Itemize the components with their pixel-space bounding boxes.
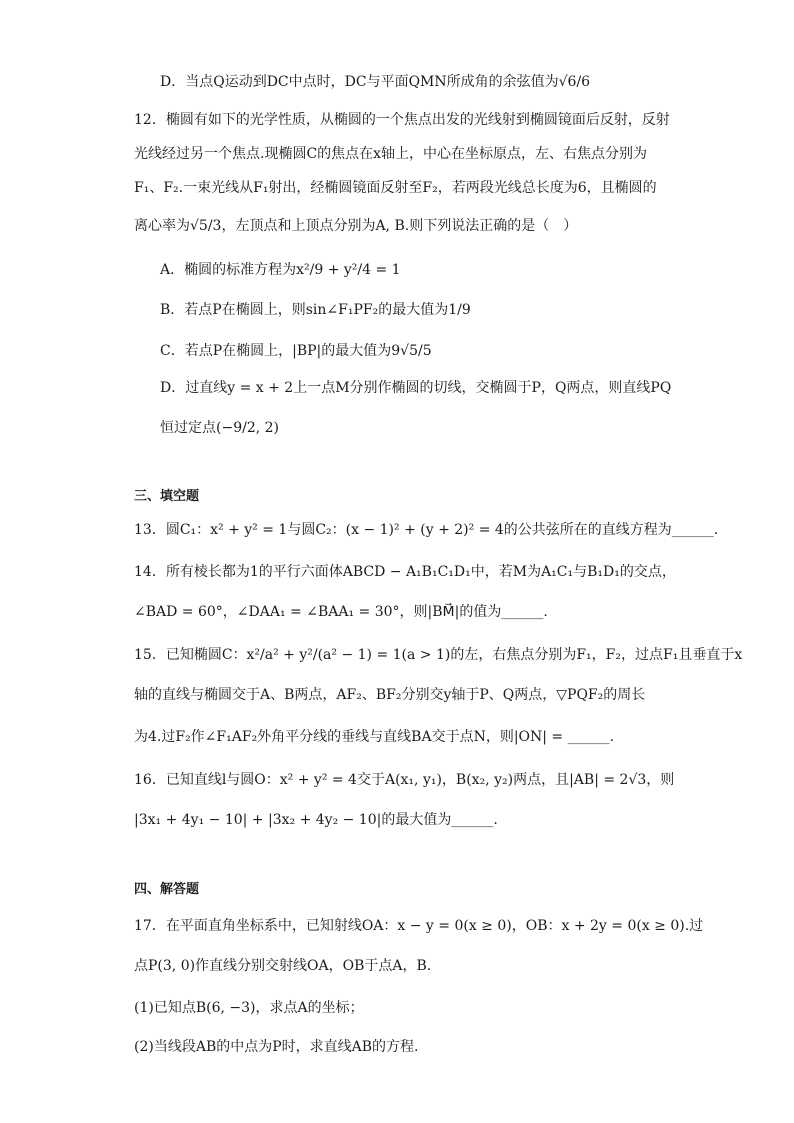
section-3-heading: 三、填空题 xyxy=(134,489,200,504)
q17-line1: 17．在平面直角坐标系中，已知射线OA：x − y = 0(x ≥ 0)，OB：x + 2y = 0(x ≥ 0).过 xyxy=(134,918,704,934)
q12-option-d-line2: 恒过定点(−9/2, 2) xyxy=(160,420,279,436)
q15-line2: 轴的直线与椭圆交于A、B两点，AF₂、BF₂分别交y轴于P、Q两点，▽PQF₂的周长 xyxy=(134,687,646,703)
q15-line3: 为4.过F₂作∠F₁AF₂外角平分线的垂线与直线BA交于点N，则|ON| = ______. xyxy=(134,729,615,745)
q15-line1: 15．已知椭圆C：x²/a² + y²/(a² − 1) = 1(a > 1)的左，右焦点分别为F₁，F₂，过点F₁且垂直于x xyxy=(134,647,743,663)
q16-line2: |3x₁ + 4y₁ − 10| + |3x₂ + 4y₂ − 10|的最大值为______. xyxy=(134,812,498,828)
section-4-heading: 四、解答题 xyxy=(134,882,200,897)
q12-option-b: B．若点P在椭圆上，则sin∠F₁PF₂的最大值为1/9 xyxy=(160,302,471,318)
q12-stem-line3: F₁、F₂.一束光线从F₁射出，经椭圆镜面反射至F₂，若两段光线总长度为6，且椭圆的 xyxy=(134,180,657,196)
q12-stem-line4: 离心率为√5/3，左顶点和上顶点分别为A, B.则下列说法正确的是（ ） xyxy=(134,218,578,234)
q14-line2: ∠BAD = 60°，∠DAA₁ = ∠BAA₁ = 30°，则|BM⃗|的值为______. xyxy=(134,604,548,620)
q12-stem-line1: 12．椭圆有如下的光学性质，从椭圆的一个焦点出发的光线射到椭圆镜面后反射，反射 xyxy=(134,112,670,128)
q17-part1: (1)已知点B(6, −3)，求点A的坐标； xyxy=(134,1000,364,1016)
q12-stem-line2: 光线经过另一个焦点.现椭圆C的焦点在x轴上，中心在坐标原点，左、右焦点分别为 xyxy=(134,146,648,162)
q12-option-c: C．若点P在椭圆上，|BP|的最大值为9√5/5 xyxy=(160,343,432,359)
q17-line2: 点P(3, 0)作直线分别交射线OA，OB于点A，B. xyxy=(134,958,432,974)
q17-part2: (2)当线段AB的中点为P时，求直线AB的方程. xyxy=(134,1039,419,1055)
q12-option-d-line1: D．过直线y = x + 2上一点M分别作椭圆的切线，交椭圆于P，Q两点，则直线PQ xyxy=(160,380,672,396)
q16-line1: 16．已知直线l与圆O：x² + y² = 4交于A(x₁, y₁)，B(x₂, y₂)两点，且|AB| = 2√3，则 xyxy=(134,772,675,788)
q14-line1: 14．所有棱长都为1的平行六面体ABCD − A₁B₁C₁D₁中，若M为A₁C₁与B₁D₁的交点， xyxy=(134,564,676,580)
q12-option-a: A．椭圆的标准方程为x²/9 + y²/4 = 1 xyxy=(160,262,401,278)
q11-option-d: D．当点Q运动到DC中点时，DC与平面QMN所成角的余弦值为√6/6 xyxy=(160,74,591,90)
q13-text: 13．圆C₁：x² + y² = 1与圆C₂：(x − 1)² + (y + 2)² = 4的公共弦所在的直线方程为______. xyxy=(134,522,719,538)
